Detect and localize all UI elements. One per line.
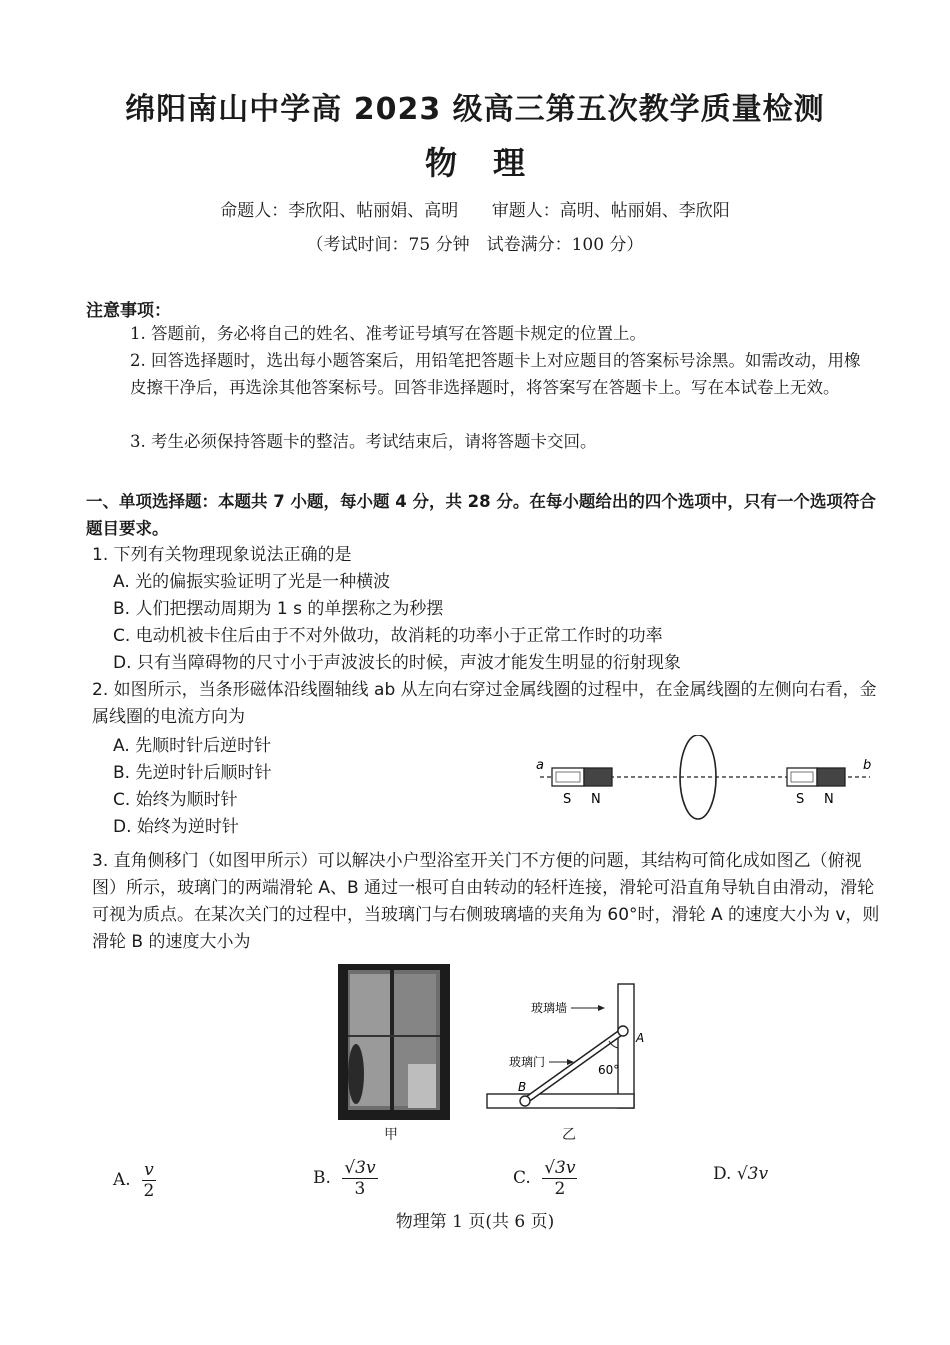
q2-option-d: D. 始终为逆时针: [113, 817, 239, 837]
numerator: v: [144, 1160, 154, 1180]
label-glass-wall: 玻璃墙: [531, 1001, 568, 1015]
exam-info: （考试时间：75 分钟 试卷满分：100 分）: [306, 235, 644, 255]
right-magnet-n-label: N: [824, 792, 834, 807]
question-3-stem: 3. 直角侧移门（如图甲所示）可以解决小户型浴室开关门不方便的问题，其结构可简化成如图乙（俯视图）所示，玻璃门的两端滑轮 A、B 通过一根可自由转动的轻杆连接，滑轮可沿直角导轨自由滑动，滑轮可视为质点。在某次关门的过程中，当玻璃门与右侧玻璃墙的夹角为 60°时，滑轮 A 的速度大小为 v，则滑轮 B 的速度大小为: [92, 851, 880, 952]
label-a: A: [636, 1031, 645, 1045]
option-value: √3v: [736, 1164, 769, 1184]
right-glass-wall: [618, 984, 634, 1108]
left-magnet-n-half: [584, 768, 612, 786]
floor-light: [408, 1064, 436, 1108]
wall-pointer-arrow: [598, 1005, 605, 1011]
note-item: 3. 考生必须保持答题卡的整洁。考试结束后，请将答题卡交回。: [130, 432, 597, 451]
exam-title: 绵阳南山中学高 2023 级高三第五次教学质量检测: [125, 92, 825, 127]
q1-option-c: C. 电动机被卡住后由于不对外做功，故消耗的功率小于正常工作时的功率: [113, 626, 663, 646]
notes-heading: 注意事项：: [86, 301, 171, 321]
q3-option-d: [713, 1164, 768, 1184]
authors-line: [0, 196, 950, 221]
caption-yi: 乙: [562, 1127, 576, 1143]
right-magnet-s-half: [787, 768, 817, 786]
sliding-door-diagram: [485, 978, 660, 1126]
angle-label: 60°: [598, 1063, 620, 1077]
setters: 命题人：李欣阳、帖丽娟、高明: [220, 201, 459, 221]
q2-option-c: C. 始终为顺时针: [113, 790, 238, 810]
question-1-stem: 1. 下列有关物理现象说法正确的是: [92, 545, 352, 565]
page-footer: 物理第 1 页(共 6 页): [395, 1212, 555, 1232]
q3-option-a: [113, 1160, 156, 1201]
label-b: B: [518, 1080, 527, 1094]
q3-option-c: [513, 1158, 577, 1199]
option-letter: D.: [713, 1164, 732, 1184]
section-heading: 一、单项选择题：本题共 7 小题，每小题 4 分，共 28 分。在每小题给出的四个选项中，只有一个选项符合题目要求。: [86, 492, 876, 538]
right-magnet-n-half: [817, 768, 845, 786]
label-a: a: [536, 758, 544, 773]
label-glass-door: 玻璃门: [509, 1055, 546, 1069]
option-letter: A.: [113, 1170, 131, 1190]
denominator: 3: [354, 1179, 366, 1199]
q1-option-d: D. 只有当障碍物的尺寸小于声波波长的时候，声波才能发生明显的衍射现象: [113, 653, 681, 673]
option-letter: B.: [313, 1168, 331, 1188]
pulley-a: [618, 1026, 628, 1036]
denominator: 2: [554, 1179, 566, 1199]
note-item: [130, 347, 875, 401]
bottom-track: [487, 1094, 634, 1108]
q2-option-a: A. 先顺时针后逆时针: [113, 736, 272, 756]
option-letter: C.: [513, 1168, 531, 1188]
q2-option-b: B. 先逆时针后顺时针: [113, 763, 272, 783]
left-magnet-n-label: N: [591, 792, 601, 807]
shower-door-photo: [338, 964, 450, 1124]
question-2-stem: 2. 如图所示，当条形磁体沿线圈轴线 ab 从左向右穿过金属线圈的过程中，在金属线圈的左侧向右看，金属线圈的电流方向为: [92, 680, 877, 727]
pulley-b: [520, 1096, 530, 1106]
fraction: [142, 1160, 156, 1201]
q1-option-b: B. 人们把摆动周期为 1 s 的单摆称之为秒摆: [113, 599, 444, 619]
reviewers: 审题人：高明、帖丽娟、李欣阳: [491, 201, 730, 221]
subject-title: 物理: [424, 144, 561, 182]
q1-option-a: A. 光的偏振实验证明了光是一种横波: [113, 572, 391, 592]
q3-option-b: [313, 1158, 378, 1199]
left-magnet-s-half: [552, 768, 584, 786]
note-item: 1. 答题前，务必将自己的姓名、准考证号填写在答题卡规定的位置上。: [130, 324, 646, 343]
magnet-coil-figure: [530, 735, 880, 825]
person-silhouette: [348, 1044, 364, 1104]
caption-jia: 甲: [384, 1127, 398, 1143]
numerator: √3v: [544, 1158, 576, 1178]
denominator: 2: [143, 1181, 155, 1201]
fraction: [542, 1158, 577, 1199]
right-magnet-s-label: S: [796, 792, 805, 807]
left-magnet-s-label: S: [563, 792, 572, 807]
note-text: 2. 回答选择题时，选出每小题答案后，用铅笔把答题卡上对应题目的答案标号涂黑。如需改动，用橡皮擦干净后，再选涂其他答案标号。回答非选择题时，将答案写在答题卡上。写在本试卷上无效。: [130, 351, 861, 397]
numerator: √3v: [344, 1158, 376, 1178]
label-b: b: [863, 758, 872, 773]
fraction: [342, 1158, 377, 1199]
